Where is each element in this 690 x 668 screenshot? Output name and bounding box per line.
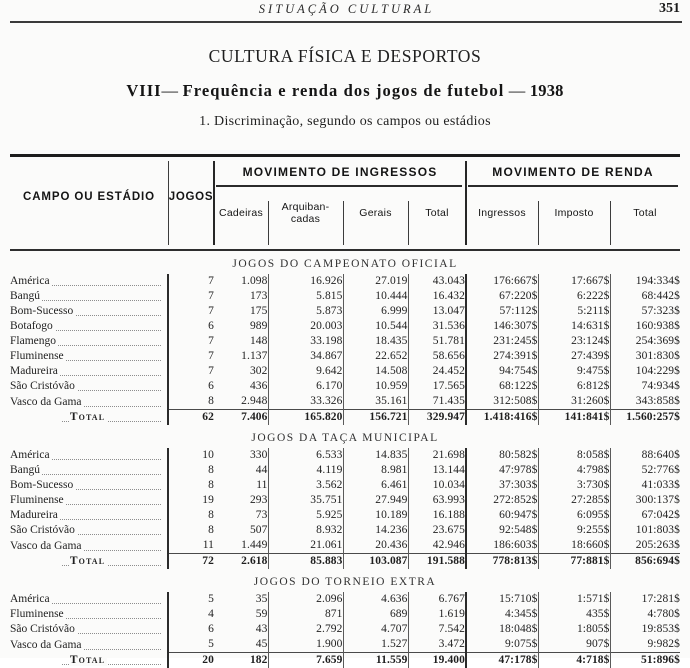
row-label: [10, 478, 168, 493]
col-gerais-cell: 14.835: [343, 448, 408, 463]
col-total-ingressos-cell: 21.698: [408, 448, 466, 463]
col-ingressos-cell: 778:813$: [466, 554, 538, 570]
row-label-text: Vasco da Gama: [10, 639, 84, 651]
col-gerais-cell: 6.999: [343, 304, 408, 319]
col-total-renda-cell: 68:442$: [610, 289, 680, 304]
row-label: [10, 554, 168, 570]
section-heading: JOGOS DO CAMPEONATO OFICIAL: [10, 251, 680, 274]
col-jogos-cell: 62: [168, 410, 214, 426]
col-jogos-cell: 7: [168, 304, 214, 319]
header-rule: [10, 21, 682, 23]
divider-jogos: [213, 161, 215, 245]
col-imposto-cell: 23:124$: [538, 334, 610, 349]
col-arquibancadas-cell: 165.820: [268, 410, 343, 426]
col-total-renda-cell: 104:229$: [610, 364, 680, 379]
col-jogos-cell: 19: [168, 493, 214, 508]
col-imposto-cell: 141:841$: [538, 410, 610, 426]
row-label-text: São Cristóvão: [10, 380, 77, 392]
col-imposto-cell: 5:211$: [538, 304, 610, 319]
col-cadeiras-cell: 1.449: [214, 538, 268, 554]
col-cadeiras-cell: 59: [214, 607, 268, 622]
col-gerais-cell: 20.436: [343, 538, 408, 554]
col-arquibancadas-cell: 34.867: [268, 349, 343, 364]
col-total-ingressos-cell: 23.675: [408, 523, 466, 538]
col-jogos-cell: 7: [168, 334, 214, 349]
col-jogos-cell: 6: [168, 379, 214, 394]
col-gerais-cell: 689: [343, 607, 408, 622]
row-label: [10, 364, 168, 379]
col-imposto-cell: 1:805$: [538, 622, 610, 637]
row-label-text: Total: [70, 411, 107, 423]
col-total-renda-cell: 343:858$: [610, 394, 680, 410]
col-total-ingressos-cell: 16.188: [408, 508, 466, 523]
title-dash-2: —: [509, 81, 526, 100]
table-row: [10, 289, 680, 304]
col-total-ingressos-cell: 7.542: [408, 622, 466, 637]
col-gerais-cell: 35.161: [343, 394, 408, 410]
col-cadeiras-cell: 173: [214, 289, 268, 304]
col-gerais-cell: 103.087: [343, 554, 408, 570]
col-total-ingressos-cell: 13.144: [408, 463, 466, 478]
table-total-row: [10, 554, 680, 570]
section-title: CULTURA FÍSICA E DESPORTOS: [0, 46, 690, 67]
col-arquibancadas-cell: 6.533: [268, 448, 343, 463]
col-arquibancadas-cell: 6.170: [268, 379, 343, 394]
col-header-total-ingressos: Total: [408, 208, 466, 220]
table-subtitle: 1. Discriminação, segundo os campos ou estádios: [0, 114, 690, 130]
divider-cadeiras: [268, 201, 269, 245]
col-arquibancadas-cell: 1.900: [268, 637, 343, 653]
col-gerais-cell: 14.508: [343, 364, 408, 379]
row-label: [10, 463, 168, 478]
col-ingressos-cell: 272:852$: [466, 493, 538, 508]
col-arquibancadas-cell: 3.562: [268, 478, 343, 493]
col-header-campo: CAMPO OU ESTÁDIO: [10, 191, 168, 203]
col-imposto-cell: 9:475$: [538, 364, 610, 379]
row-label: [10, 289, 168, 304]
section-table: [10, 592, 680, 668]
table-year: 1938: [530, 81, 564, 100]
statistics-table: [10, 154, 680, 668]
col-jogos-cell: 7: [168, 289, 214, 304]
row-label: [10, 493, 168, 508]
col-gerais-cell: 10.544: [343, 319, 408, 334]
table-row: [10, 334, 680, 349]
col-total-ingressos-cell: 71.435: [408, 394, 466, 410]
col-arquibancadas-cell: 21.061: [268, 538, 343, 554]
table-row: [10, 622, 680, 637]
section-heading: JOGOS DO TORNEIO EXTRA: [10, 569, 680, 592]
running-head: [0, 0, 690, 26]
col-header-jogos: JOGOS: [168, 191, 214, 203]
row-label: [10, 523, 168, 538]
col-total-ingressos-cell: 3.472: [408, 637, 466, 653]
col-total-ingressos-cell: 31.536: [408, 319, 466, 334]
col-total-ingressos-cell: 63.993: [408, 493, 466, 508]
col-total-renda-cell: 194:334$: [610, 274, 680, 289]
col-jogos-cell: 7: [168, 274, 214, 289]
col-jogos-cell: 6: [168, 319, 214, 334]
col-imposto-cell: 18:660$: [538, 538, 610, 554]
table-row: [10, 364, 680, 379]
divider-gerais: [408, 201, 409, 245]
col-total-ingressos-cell: 13.047: [408, 304, 466, 319]
col-arquibancadas-cell: 2.096: [268, 592, 343, 607]
table-row: [10, 304, 680, 319]
table-number: VIII: [126, 81, 161, 100]
col-cadeiras-cell: 293: [214, 493, 268, 508]
row-label-text: América: [10, 593, 52, 605]
col-header-gerais: Gerais: [343, 208, 408, 220]
col-total-renda-cell: 1.560:257$: [610, 410, 680, 426]
table-row: [10, 523, 680, 538]
table-title-text: Frequência e renda dos jogos de futebol: [183, 81, 505, 100]
row-label-text: São Cristóvão: [10, 524, 77, 536]
col-total-ingressos-cell: 19.400: [408, 653, 466, 668]
row-label-text: Bom-Sucesso: [10, 479, 75, 491]
divider-arquibancadas: [343, 201, 344, 245]
col-ingressos-cell: 186:603$: [466, 538, 538, 554]
table-total-row: [10, 410, 680, 426]
col-ingressos-cell: 9:075$: [466, 637, 538, 653]
col-imposto-cell: 14:631$: [538, 319, 610, 334]
col-total-renda-cell: 254:369$: [610, 334, 680, 349]
col-total-ingressos-cell: 17.565: [408, 379, 466, 394]
table-row: [10, 349, 680, 364]
row-label-text: Fluminense: [10, 494, 66, 506]
col-ingressos-cell: 94:754$: [466, 364, 538, 379]
col-jogos-cell: 8: [168, 508, 214, 523]
col-total-renda-cell: 88:640$: [610, 448, 680, 463]
col-gerais-cell: 10.959: [343, 379, 408, 394]
col-header-cadeiras: Cadeiras: [214, 208, 268, 220]
col-total-ingressos-cell: 42.946: [408, 538, 466, 554]
col-header-arquibancadas: Arquiban- cadas: [268, 202, 343, 225]
row-label: [10, 410, 168, 426]
row-label-text: América: [10, 449, 52, 461]
section-table: [10, 448, 680, 569]
table-row: [10, 592, 680, 607]
row-label-text: Bangú: [10, 464, 42, 476]
table-row: [10, 478, 680, 493]
row-label-text: Vasco da Gama: [10, 540, 84, 552]
col-jogos-cell: 6: [168, 622, 214, 637]
col-ingressos-cell: 4:345$: [466, 607, 538, 622]
col-total-ingressos-cell: 51.781: [408, 334, 466, 349]
table-row: [10, 394, 680, 410]
col-arquibancadas-cell: 7.659: [268, 653, 343, 668]
col-cadeiras-cell: 35: [214, 592, 268, 607]
col-total-ingressos-cell: 6.767: [408, 592, 466, 607]
col-total-ingressos-cell: 10.034: [408, 478, 466, 493]
col-total-renda-cell: 19:853$: [610, 622, 680, 637]
col-cadeiras-cell: 11: [214, 478, 268, 493]
col-ingressos-cell: 67:220$: [466, 289, 538, 304]
col-arquibancadas-cell: 85.883: [268, 554, 343, 570]
col-arquibancadas-cell: 4.119: [268, 463, 343, 478]
col-gerais-cell: 4.707: [343, 622, 408, 637]
col-total-renda-cell: 67:042$: [610, 508, 680, 523]
col-cadeiras-cell: 330: [214, 448, 268, 463]
section-heading: JOGOS DA TAÇA MUNICIPAL: [10, 425, 680, 448]
col-header-ingressos: Ingressos: [466, 208, 538, 220]
row-label-text: Bangú: [10, 290, 42, 302]
table-row: [10, 538, 680, 554]
col-ingressos-cell: 15:710$: [466, 592, 538, 607]
row-label: [10, 637, 168, 653]
col-arquibancadas-cell: 5.873: [268, 304, 343, 319]
col-arquibancadas-cell: 2.792: [268, 622, 343, 637]
col-gerais-cell: 6.461: [343, 478, 408, 493]
col-header-total-renda: Total: [610, 208, 680, 220]
col-total-ingressos-cell: 191.588: [408, 554, 466, 570]
col-total-renda-cell: 301:830$: [610, 349, 680, 364]
col-gerais-cell: 18.435: [343, 334, 408, 349]
col-arquibancadas-cell: 33.198: [268, 334, 343, 349]
table-body: [10, 251, 680, 668]
col-jogos-cell: 20: [168, 653, 214, 668]
col-group-ingressos: MOVIMENTO DE INGRESSOS: [214, 165, 466, 179]
col-imposto-cell: 4:798$: [538, 463, 610, 478]
col-cadeiras-cell: 1.137: [214, 349, 268, 364]
col-gerais-cell: 8.981: [343, 463, 408, 478]
col-arquibancadas-cell: 5.925: [268, 508, 343, 523]
row-label-text: Total: [70, 654, 107, 666]
table-row: [10, 274, 680, 289]
col-total-renda-cell: 856:694$: [610, 554, 680, 570]
col-arquibancadas-cell: 16.926: [268, 274, 343, 289]
table-row: [10, 508, 680, 523]
row-label: [10, 319, 168, 334]
col-cadeiras-cell: 45: [214, 637, 268, 653]
col-cadeiras-cell: 43: [214, 622, 268, 637]
col-imposto-cell: 907$: [538, 637, 610, 653]
col-gerais-cell: 27.949: [343, 493, 408, 508]
row-label: [10, 448, 168, 463]
col-jogos-cell: 8: [168, 478, 214, 493]
col-ingressos-cell: 312:508$: [466, 394, 538, 410]
col-arquibancadas-cell: 8.932: [268, 523, 343, 538]
table-title: [0, 81, 690, 101]
col-jogos-cell: 4: [168, 607, 214, 622]
col-jogos-cell: 8: [168, 523, 214, 538]
table-section: [10, 251, 680, 425]
table-row: [10, 448, 680, 463]
col-total-ingressos-cell: 1.619: [408, 607, 466, 622]
col-jogos-cell: 10: [168, 448, 214, 463]
col-ingressos-cell: 80:582$: [466, 448, 538, 463]
col-imposto-cell: 9:255$: [538, 523, 610, 538]
col-jogos-cell: 8: [168, 394, 214, 410]
col-imposto-cell: 4:718$: [538, 653, 610, 668]
col-imposto-cell: 77:881$: [538, 554, 610, 570]
col-cadeiras-cell: 507: [214, 523, 268, 538]
row-label: [10, 592, 168, 607]
col-gerais-cell: 22.652: [343, 349, 408, 364]
group-rule-renda: [468, 185, 678, 187]
row-label: [10, 304, 168, 319]
row-label-text: Madureira: [10, 509, 60, 521]
table-row: [10, 379, 680, 394]
divider-imposto: [610, 201, 611, 245]
col-arquibancadas-cell: 5.815: [268, 289, 343, 304]
col-cadeiras-cell: 436: [214, 379, 268, 394]
col-ingressos-cell: 146:307$: [466, 319, 538, 334]
col-total-ingressos-cell: 43.043: [408, 274, 466, 289]
row-label-text: São Cristóvão: [10, 623, 77, 635]
col-total-renda-cell: 4:780$: [610, 607, 680, 622]
col-imposto-cell: 435$: [538, 607, 610, 622]
table-row: [10, 463, 680, 478]
col-total-renda-cell: 51:896$: [610, 653, 680, 668]
col-jogos-cell: 7: [168, 364, 214, 379]
running-head-title: SITUAÇÃO CULTURAL: [0, 2, 690, 17]
col-jogos-cell: 8: [168, 463, 214, 478]
col-total-renda-cell: 101:803$: [610, 523, 680, 538]
col-total-renda-cell: 160:938$: [610, 319, 680, 334]
col-cadeiras-cell: 302: [214, 364, 268, 379]
col-arquibancadas-cell: 20.003: [268, 319, 343, 334]
col-ingressos-cell: 60:947$: [466, 508, 538, 523]
row-label: [10, 334, 168, 349]
col-imposto-cell: 27:285$: [538, 493, 610, 508]
row-label-text: Madureira: [10, 365, 60, 377]
row-label-text: Total: [70, 555, 107, 567]
col-total-ingressos-cell: 24.452: [408, 364, 466, 379]
col-total-renda-cell: 57:323$: [610, 304, 680, 319]
col-imposto-cell: 8:058$: [538, 448, 610, 463]
row-label-text: Vasco da Gama: [10, 396, 84, 408]
table-total-row: [10, 653, 680, 668]
col-cadeiras-cell: 7.406: [214, 410, 268, 426]
title-dash-1: —: [162, 81, 179, 100]
col-cadeiras-cell: 989: [214, 319, 268, 334]
col-ingressos-cell: 37:303$: [466, 478, 538, 493]
col-total-ingressos-cell: 58.656: [408, 349, 466, 364]
col-ingressos-cell: 274:391$: [466, 349, 538, 364]
col-cadeiras-cell: 182: [214, 653, 268, 668]
col-arquibancadas-cell: 35.751: [268, 493, 343, 508]
col-ingressos-cell: 47:978$: [466, 463, 538, 478]
col-cadeiras-cell: 2.618: [214, 554, 268, 570]
col-total-ingressos-cell: 329.947: [408, 410, 466, 426]
row-label-text: Botafogo: [10, 320, 55, 332]
col-imposto-cell: 6:812$: [538, 379, 610, 394]
divider-ingressos: [538, 201, 539, 245]
table-row: [10, 607, 680, 622]
group-rule-ingressos: [216, 185, 462, 187]
col-gerais-cell: 1.527: [343, 637, 408, 653]
col-jogos-cell: 5: [168, 637, 214, 653]
row-label: [10, 653, 168, 668]
col-gerais-cell: 4.636: [343, 592, 408, 607]
col-total-ingressos-cell: 16.432: [408, 289, 466, 304]
col-arquibancadas-cell: 871: [268, 607, 343, 622]
section-table: [10, 274, 680, 425]
row-label: [10, 607, 168, 622]
col-arquibancadas-cell: 9.642: [268, 364, 343, 379]
col-jogos-cell: 72: [168, 554, 214, 570]
col-gerais-cell: 10.444: [343, 289, 408, 304]
table-row: [10, 319, 680, 334]
col-jogos-cell: 5: [168, 592, 214, 607]
col-total-renda-cell: 74:934$: [610, 379, 680, 394]
row-label-text: Fluminense: [10, 608, 66, 620]
col-ingressos-cell: 57:112$: [466, 304, 538, 319]
row-label: [10, 538, 168, 554]
col-cadeiras-cell: 73: [214, 508, 268, 523]
col-ingressos-cell: 92:548$: [466, 523, 538, 538]
col-header-imposto: Imposto: [538, 208, 610, 220]
col-cadeiras-cell: 2.948: [214, 394, 268, 410]
title-block: [0, 46, 690, 130]
table-header: [10, 157, 680, 249]
col-gerais-cell: 10.189: [343, 508, 408, 523]
col-gerais-cell: 27.019: [343, 274, 408, 289]
col-total-renda-cell: 41:033$: [610, 478, 680, 493]
divider-campo: [168, 161, 169, 245]
table-section: [10, 425, 680, 569]
divider-groups: [465, 161, 467, 245]
col-imposto-cell: 6:222$: [538, 289, 610, 304]
col-gerais-cell: 14.236: [343, 523, 408, 538]
col-imposto-cell: 27:439$: [538, 349, 610, 364]
col-ingressos-cell: 176:667$: [466, 274, 538, 289]
col-cadeiras-cell: 1.098: [214, 274, 268, 289]
row-label-text: Flamengo: [10, 335, 58, 347]
row-label-text: Fluminense: [10, 350, 66, 362]
col-imposto-cell: 1:571$: [538, 592, 610, 607]
col-jogos-cell: 7: [168, 349, 214, 364]
col-gerais-cell: 11.559: [343, 653, 408, 668]
table-row: [10, 493, 680, 508]
col-total-renda-cell: 205:263$: [610, 538, 680, 554]
page-number: 351: [659, 1, 680, 17]
row-label-text: América: [10, 275, 52, 287]
col-group-renda: MOVIMENTO DE RENDA: [466, 165, 680, 179]
table-row: [10, 637, 680, 653]
col-ingressos-cell: 1.418:416$: [466, 410, 538, 426]
row-label: [10, 622, 168, 637]
row-label: [10, 394, 168, 410]
col-imposto-cell: 31:260$: [538, 394, 610, 410]
col-imposto-cell: 3:730$: [538, 478, 610, 493]
col-gerais-cell: 156.721: [343, 410, 408, 426]
col-cadeiras-cell: 44: [214, 463, 268, 478]
col-ingressos-cell: 18:048$: [466, 622, 538, 637]
table-section: [10, 569, 680, 668]
col-ingressos-cell: 231:245$: [466, 334, 538, 349]
row-label-text: Bom-Sucesso: [10, 305, 75, 317]
col-cadeiras-cell: 148: [214, 334, 268, 349]
col-imposto-cell: 6:095$: [538, 508, 610, 523]
col-total-renda-cell: 9:982$: [610, 637, 680, 653]
row-label: [10, 274, 168, 289]
col-ingressos-cell: 47:178$: [466, 653, 538, 668]
row-label: [10, 379, 168, 394]
col-cadeiras-cell: 175: [214, 304, 268, 319]
col-jogos-cell: 11: [168, 538, 214, 554]
col-total-renda-cell: 52:776$: [610, 463, 680, 478]
col-total-renda-cell: 17:281$: [610, 592, 680, 607]
col-arquibancadas-cell: 33.326: [268, 394, 343, 410]
col-ingressos-cell: 68:122$: [466, 379, 538, 394]
col-imposto-cell: 17:667$: [538, 274, 610, 289]
row-label: [10, 508, 168, 523]
row-label: [10, 349, 168, 364]
col-total-renda-cell: 300:137$: [610, 493, 680, 508]
